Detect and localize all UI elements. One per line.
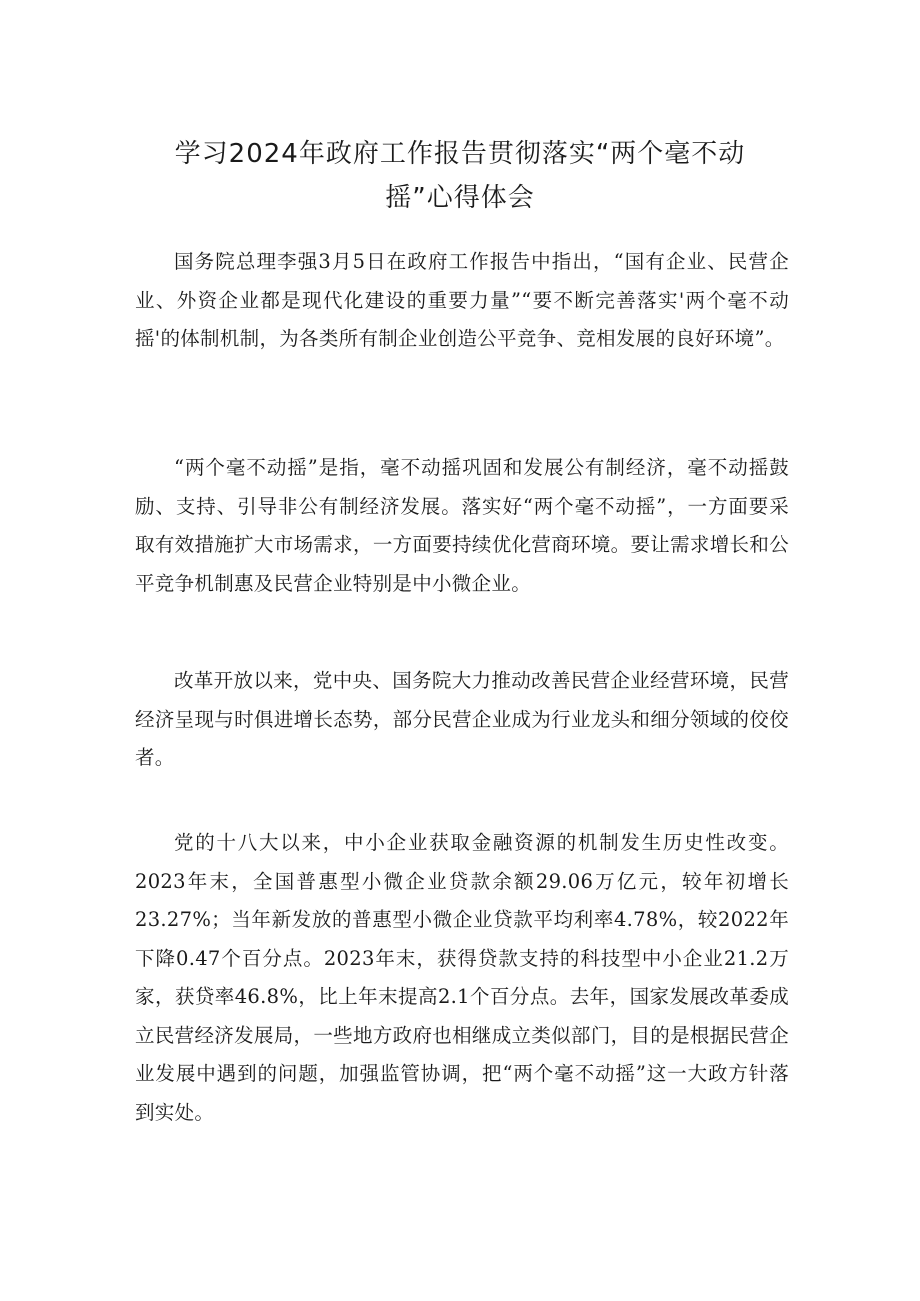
paragraph: 改革开放以来，党中央、国务院大力推动改善民营企业经营环境，民营经济呈现与时俱进增长态势，部分民营企业成为行业龙头和细分领域的佼佼者。	[135, 669, 789, 769]
document-title: 学习2024年政府工作报告贯彻落实“两个毫不动摇”心得体会	[174, 139, 746, 213]
paragraph: 党的十八大以来，中小企业获取金融资源的机制发生历史性改变。2023年末，全国普惠型小微企业贷款余额29.06万亿元，较年初增长23.27%；当年新发放的普惠型小微企业贷款平均利率4.78%，较2022年下降0.47个百分点。2023年末，获得贷款支持的科技型中小企业21.2万家，获贷率46.8%，比上年末提高2.1个百分点。去年，国家发展改革委成立民营经济发展局，一些地方政府也相继成立类似部门，目的是根据民营企业发展中遇到的问题，加强监管协调，把“两个毫不动摇”这一大政方针落到实处。	[135, 831, 789, 1124]
paragraph: “两个毫不动摇”是指，毫不动摇巩固和发展公有制经济，毫不动摇鼓励、支持、引导非公有制经济发展。落实好“两个毫不动摇”，一方面要采取有效措施扩大市场需求，一方面要持续优化营商环境。要让需求增长和公平竞争机制惠及民营企业特别是中小微企业。	[135, 456, 789, 595]
paragraph: 国务院总理李强3月5日在政府工作报告中指出，“国有企业、民营企业、外资企业都是现代化建设的重要力量”“要不断完善落实'两个毫不动摇'的体制机制，为各类所有制企业创造公平竞争、竞相发展的良好环境”。	[135, 250, 789, 350]
